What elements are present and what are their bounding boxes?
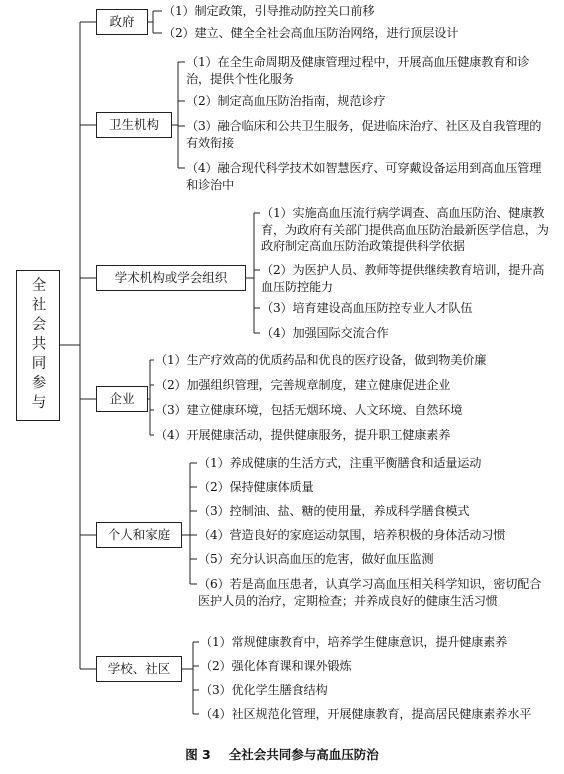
item-text: （5）充分认识高血压的危害，做好血压监测 [198, 552, 434, 566]
item-text: （1）制定政策，引导推动防控关口前移 [163, 4, 375, 18]
category-box [96, 386, 148, 412]
item-text: （4）融合现代科学技术如智慧医疗、可穿戴设备运用到高血压管理和诊治中 [186, 161, 542, 192]
item-text: （1）在全生命周期及健康管理过程中，开展高血压健康教育和诊治，提供个性化服务 [186, 55, 530, 86]
category-label: 学术机构或学会组织 [114, 270, 228, 286]
item-text: （1）生产疗效高的优质药品和优良的医疗设备，做到物美价廉 [155, 353, 487, 367]
item-text: （3）融合临床和公共卫生服务，促进临床治疗、社区及自我管理的有效衔接 [186, 119, 542, 150]
item-text: （2）制定高血压防治指南，规范诊疗 [186, 94, 386, 108]
item-text: （3）建立健康环境，包括无烟环境、人文环境、自然环境 [155, 403, 463, 417]
root-label: 全社会共同参与 [29, 277, 46, 414]
item-text: （3）优化学生膳食结构 [200, 683, 328, 697]
category-box [96, 9, 148, 35]
item-text: （3）控制油、盐、糖的使用量，养成科学膳食模式 [198, 504, 470, 518]
item-text: （4）营造良好的家庭运动氛围，培养积极的身体活动习惯 [198, 528, 506, 542]
item-text: （1）实施高血压流行病学调查、高血压防治、健康教育，为政府有关部门提供高血压防治最新医学信息，为政府制定高血压防治政策提供科学依据 [261, 206, 549, 253]
caption-number: 图 3 [185, 747, 211, 762]
item-text: （2）为医护人员、教师等提供继续教育培训，提升高血压防控能力 [261, 263, 545, 294]
category-box [96, 656, 182, 682]
caption-title: 全社会共同参与高血压防治 [228, 747, 379, 762]
category-box [96, 112, 172, 138]
category-label: 卫生机构 [108, 117, 159, 133]
figure-caption [0, 745, 564, 763]
category-label: 学校、社区 [107, 661, 171, 677]
item-text: （3）培育建设高血压防控专业人才队伍 [261, 301, 473, 315]
item-text: （4）加强国际交流合作 [261, 326, 389, 340]
item-text: （2）建立、健全全社会高血压防治网络，进行顶层设计 [163, 26, 459, 40]
item-text: （1）养成健康的生活方式，注重平衡膳食和适量运动 [198, 456, 482, 470]
category-label: 政府 [109, 14, 135, 30]
category-box [96, 265, 246, 291]
item-text: （2）强化体育课和课外锻炼 [200, 659, 352, 673]
root-node [16, 270, 60, 421]
category-label: 个人和家庭 [107, 527, 171, 543]
item-text: （6）若是高血压患者，认真学习高血压相关科学知识，密切配合医护人员的治疗，定期检查；并养成良好的健康生活习惯 [198, 577, 542, 608]
item-text: （4）开展健康活动，提供健康服务，提升职工健康素养 [155, 428, 451, 442]
item-text: （1）常规健康教育中，培养学生健康意识，提升健康素养 [200, 635, 508, 649]
item-text: （2）保持健康体质量 [198, 480, 314, 494]
category-label: 企业 [109, 391, 135, 407]
item-text: （4）社区规范化管理，开展健康教育，提高居民健康素养水平 [200, 707, 532, 721]
category-box [96, 522, 182, 548]
item-text: （2）加强组织管理，完善规章制度，建立健康促进企业 [155, 378, 451, 392]
